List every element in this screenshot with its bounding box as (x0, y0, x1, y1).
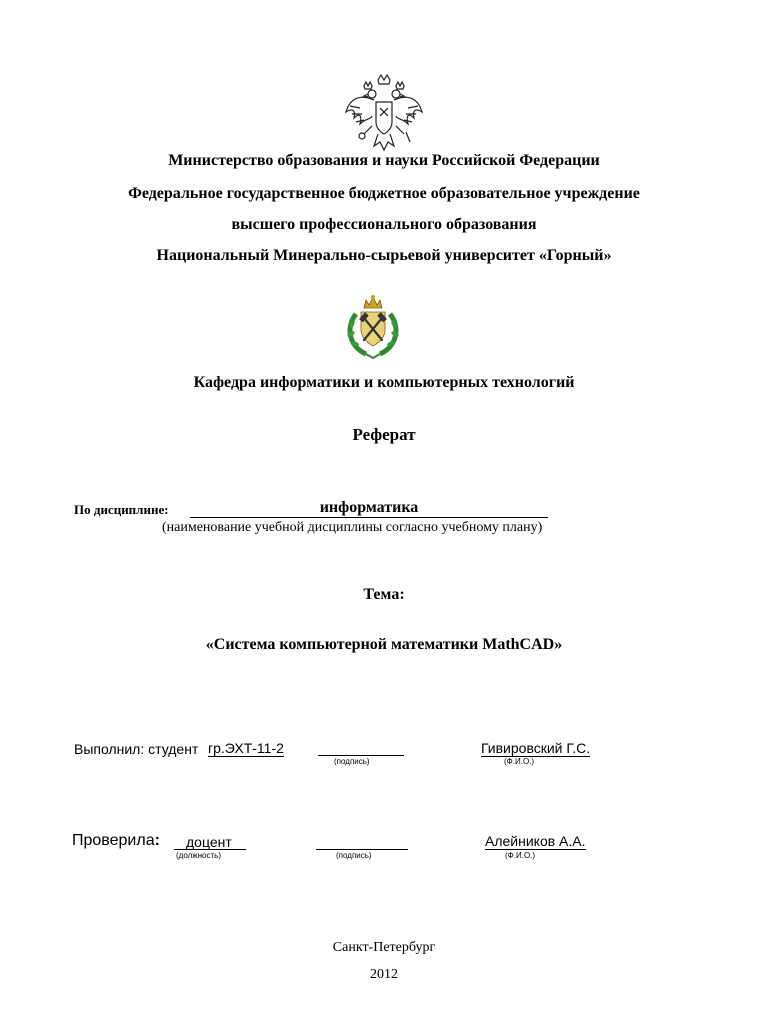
student-name: Гивировский Г.С. (481, 740, 591, 756)
checked-label (72, 832, 160, 850)
position-caption: (должность) (176, 851, 221, 860)
checked-colon: : (154, 832, 160, 849)
university-emblem (344, 294, 402, 360)
university-name-line: Национальный Минерально-сырьевой университет «Горный» (156, 247, 612, 264)
topic-label: Тема: (363, 586, 405, 603)
checker-name: Алейников А.А. (485, 833, 586, 849)
checker-position: доцент (186, 834, 232, 850)
topic-title (0, 636, 768, 654)
checked-signature-caption: (подпись) (336, 851, 372, 860)
city: Санкт-Петербург (332, 940, 436, 955)
coat-of-arms-emblem (342, 72, 426, 156)
discipline-underline (190, 517, 548, 518)
ministry-line: Министерство образования и науки Российской Федерации (168, 152, 600, 169)
discipline-label: По дисциплине: (74, 502, 169, 517)
performed-label (74, 741, 198, 757)
checked-name-caption: (Ф.И.О.) (505, 851, 536, 860)
year: 2012 (370, 967, 398, 982)
checked-signature-line (316, 849, 408, 850)
checked-label-text: Проверила (72, 832, 155, 849)
performed-name-caption: (Ф.И.О.) (504, 757, 535, 766)
education-level-line: высшего профессионального образования (231, 216, 537, 233)
discipline-value: информатика (319, 499, 419, 516)
student-group: гр.ЭХТ-11-2 (208, 740, 284, 756)
performed-label-text: Выполнил: (74, 741, 145, 757)
performed-role: студент (148, 741, 199, 757)
performed-signature-line (318, 755, 404, 756)
performed-signature-caption: (подпись) (334, 757, 370, 766)
department-name: Кафедра информатики и компьютерных технологий (193, 374, 575, 391)
topic-value: «Система компьютерной математики MathCAD» (205, 636, 563, 653)
discipline-caption: (наименование учебной дисциплины согласно учебному плану) (162, 520, 543, 535)
institution-type-line: Федеральное государственное бюджетное образовательное учреждение (128, 185, 640, 202)
document-type-title: Реферат (352, 425, 416, 444)
